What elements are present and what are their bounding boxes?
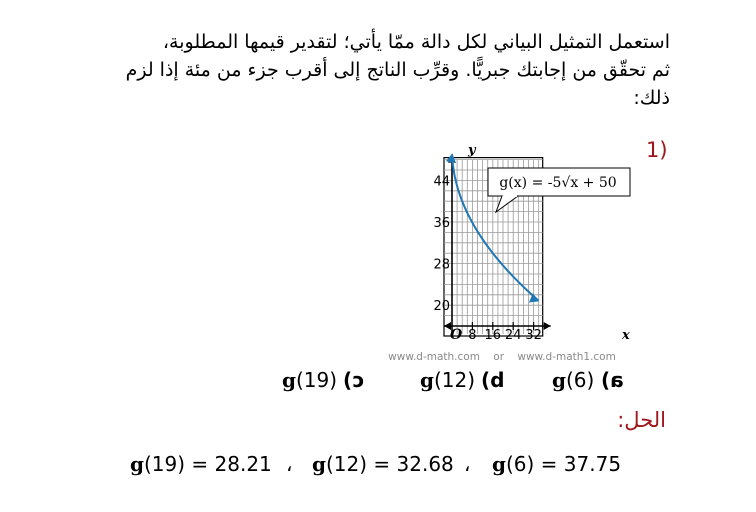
function-label: g(x) = -5√x + 50 <box>499 175 617 191</box>
question-number: 1) <box>646 138 668 162</box>
answer-a: g(6) = 37.75 <box>492 452 622 476</box>
y-axis-label: y <box>468 143 476 158</box>
x-tick-label: 24 <box>504 328 522 343</box>
part-a: g(6) a) <box>552 368 624 392</box>
instruction-line-3: ذلك: <box>633 87 670 109</box>
y-tick-label: 28 <box>433 257 450 273</box>
x-tick-label: 32 <box>525 328 542 343</box>
answer-separator: ، <box>464 452 471 476</box>
instruction-line-2: ثم تحقّق من إجابتك جبريًّا. وقرِّب الناتج إلى أقرب جزء من مئة إذا لزم <box>125 59 670 81</box>
origin-label: O <box>450 327 463 343</box>
watermark: www.d-math.com or www.d-math1.com <box>388 351 616 363</box>
callout-pointer <box>496 196 518 212</box>
answer-b: g(12) = 32.68 <box>312 452 454 476</box>
instructions <box>50 28 670 112</box>
solution-label: الحل: <box>617 408 666 432</box>
answer-separator: ، <box>286 452 293 476</box>
part-c: g(19) c) <box>282 368 365 392</box>
x-axis-label: x <box>622 328 630 343</box>
part-b: g(12) b) <box>420 368 505 392</box>
function-graph <box>370 140 634 366</box>
x-axis-arrow-icon <box>544 322 551 330</box>
x-tick-label: 16 <box>484 328 502 343</box>
answer-c: g(19) = 28.21 <box>130 452 272 476</box>
function-callout <box>488 168 630 212</box>
y-tick-label: 20 <box>433 299 450 315</box>
instruction-line-1: استعمل التمثيل البياني لكل دالة ممّا يأتي؛ لتقدير قيمها المطلوبة، <box>162 31 670 53</box>
y-tick-label: 44 <box>433 174 450 190</box>
x-tick-label: 8 <box>468 328 477 343</box>
y-tick-label: 36 <box>433 216 450 231</box>
